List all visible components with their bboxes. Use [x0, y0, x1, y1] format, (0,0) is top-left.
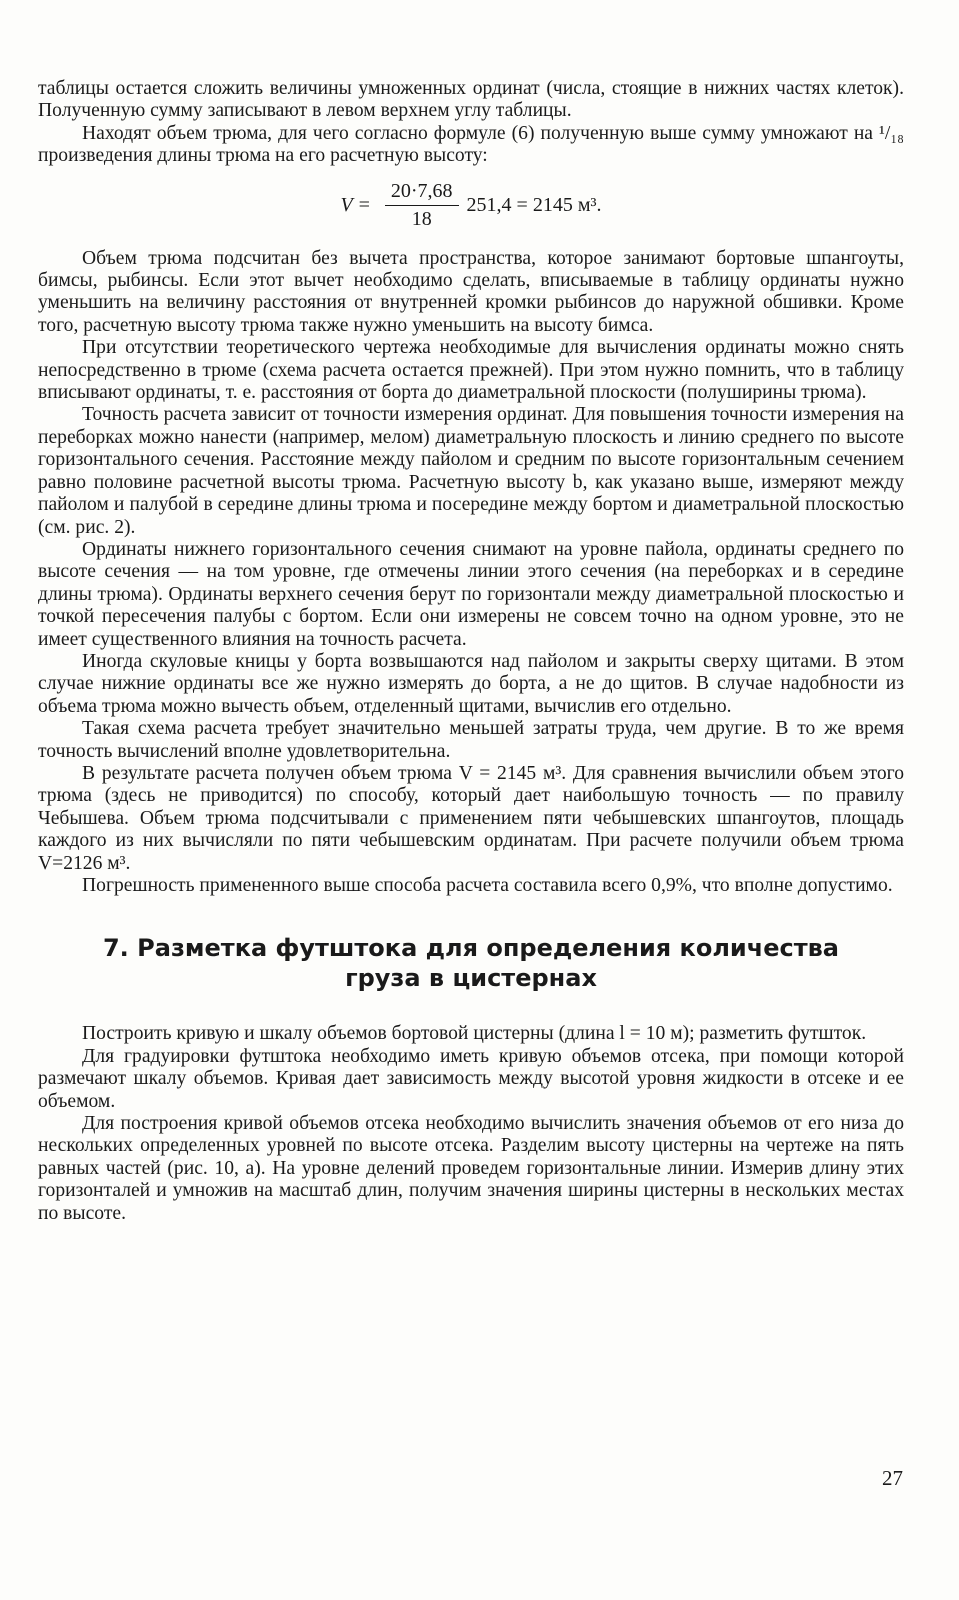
- formula-denominator: 18: [411, 208, 432, 231]
- paragraph: Такая схема расчета требует значительно меньшей затраты труда, чем другие. В то же время точность вычислений вполне удовлетворительна.: [38, 718, 904, 762]
- page-number: 27: [882, 1466, 903, 1490]
- paragraph: Ординаты нижнего горизонтального сечения снимают на уровне пайола, ординаты среднего по высоте сечения — на том уровне, где отмечены линии этого сечения (на переборках и в середине длины трюма). Ординаты верхнего сечения берут по горизонтали между диаметральной плоскостью и точкой пересечения палубы с бортом. Если они измерены не совсем точно на одном уровне, это не имеет существенного влияния на точность расчета.: [38, 538, 904, 650]
- formula-lhs: V =: [340, 194, 371, 217]
- paragraph: Построить кривую и шкалу объемов бортовой цистерны (длина l = 10 м); разметить футшток.: [82, 1023, 867, 1045]
- formula-fraction: [385, 180, 459, 231]
- paragraph: В результате расчета получен объем трюма V = 2145 м³. Для сравнения вычислили объем этого трюма (здесь не приводится) по способу, который дает наибольшую точность — по правилу Чебышева. Объем трюма подсчитывали с применением пяти чебышевских шпангоутов, площадь каждого из них вычисляли по пяти чебышевским ординатам. При расчете получили объем трюма V=2126 м³.: [38, 762, 904, 874]
- volume-formula: [38, 174, 904, 238]
- paragraph: Погрешность примененного выше способа расчета составила всего 0,9%, что вполне допустимо.: [82, 875, 893, 896]
- formula-rhs: 251,4 = 2145 м³.: [466, 194, 602, 217]
- section-heading-line: груза в цистернах: [345, 964, 597, 993]
- section-heading: [38, 933, 904, 993]
- section-heading-line: 7. Разметка футштока для определения количества: [102, 934, 840, 963]
- paragraph: Иногда скуловые кницы у борта возвышаются над пайолом и закрыты сверху щитами. В этом случае нижние ординаты все же нужно измерять до борта, а не до щитов. В случае надобности из объема трюма можно вычесть объем, отделенный щитами, вычислив его отдельно.: [38, 650, 904, 717]
- paragraph: Для построения кривой объемов отсека необходимо вычислить значения объемов от его низа до нескольких определенных уровней по высоте отсека. Разделим высоту цистерны на чертеже на пять равных частей (рис. 10, а). На уровне делений проведем горизонтальные линии. Измерив длину этих горизонталей и умножив на масштаб длин, получим значения ширины цистерны в нескольких местах по высоте.: [38, 1113, 904, 1224]
- paragraph: Находят объем трюма, для чего согласно формуле (6) полученную выше сумму умножают на ¹/₁₈ произведения длины трюма на его расчетную высоту:: [38, 122, 904, 167]
- formula-numerator: 20·7,68: [385, 180, 459, 206]
- paragraph: Для градуировки футштока необходимо иметь кривую объемов отсека, при помощи которой размечают шкалу объемов. Кривая дает зависимость между высотой уровня жидкости в отсеке и ее объемом.: [38, 1045, 904, 1112]
- paragraph: При отсутствии теоретического чертежа необходимые для вычисления ординаты можно снять непосредственно в трюме (схема расчета остается прежней). При этом нужно помнить, что в таблицу вписывают ординаты, т. е. расстояния от борта до диаметральной плоскости (полуширины трюма).: [38, 337, 904, 404]
- paragraph: таблицы остается сложить величины умноженных ординат (числа, стоящие в нижних частях клеток). Полученную сумму записывают в левом верхнем углу таблицы.: [38, 78, 904, 122]
- paragraph: Объем трюма подсчитан без вычета пространства, которое занимают бортовые шпангоуты, бимсы, рыбинсы. Если этот вычет необходимо сделать, вписываемые в таблицу ординаты нужно уменьшить на величину расстояния от внутренней кромки рыбинсов до наружной обшивки. Кроме того, расчетную высоту трюма также нужно уменьшить на высоту бимса.: [38, 247, 904, 336]
- paragraph: Точность расчета зависит от точности измерения ординат. Для повышения точности измерения на переборках можно нанести (например, мелом) диаметральную плоскость и линию среднего по высоте горизонтального сечения. Расстояние между пайолом и средним по высоте горизонтальным сечением равно половине расчетной высоты трюма. Расчетную высоту b, как указано выше, измеряют между пайолом и палубой в середине длины трюма и посередине между бортом и диаметральной плоскостью (см. рис. 2).: [38, 404, 904, 538]
- page-body: [38, 78, 904, 1225]
